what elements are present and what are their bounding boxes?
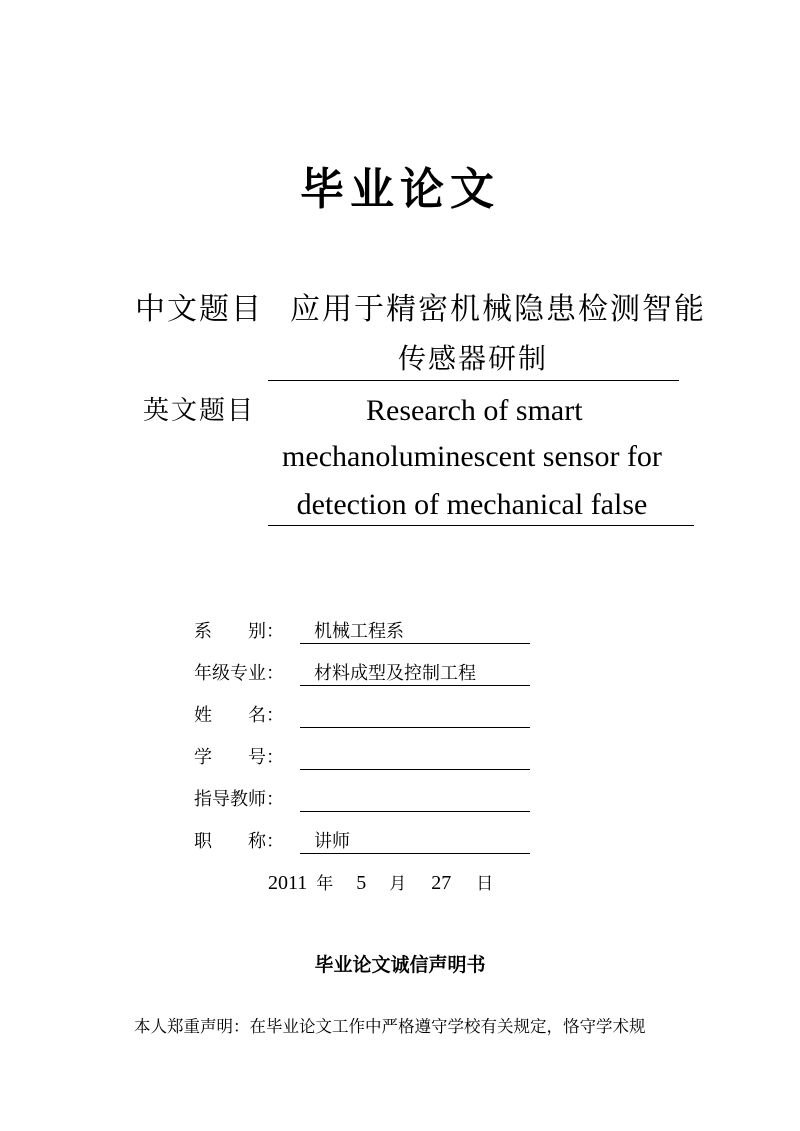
english-title-line-3: detection of mechanical false — [296, 488, 648, 521]
declaration-text: 本人郑重声明：在毕业论文工作中严格遵守学校有关规定，恪守学术规 — [134, 1017, 646, 1036]
chinese-title-line-1: 应用于精密机械隐患检测智能 — [290, 292, 706, 327]
date-month-unit: 月 — [389, 874, 407, 894]
chinese-title-label: 中文题目 — [135, 292, 263, 327]
info-label: 学 号： — [194, 747, 284, 768]
english-title-line-2: mechanoluminescent sensor for — [282, 440, 662, 473]
english-title-line-1: Research of smart — [366, 394, 583, 427]
info-row-advisor — [194, 785, 300, 815]
info-label: 指导教师： — [194, 789, 284, 810]
date-year-unit: 年 — [316, 874, 334, 894]
chinese-title-underline — [268, 380, 679, 381]
declaration-title: 毕业论文诚信声明书 — [314, 954, 486, 976]
chinese-title-line-2: 传感器研制 — [397, 342, 548, 375]
info-value: 机械工程系 — [300, 620, 530, 644]
english-title-underline — [268, 525, 694, 526]
english-title-label: 英文题目 — [143, 396, 256, 426]
info-label: 系 别： — [194, 621, 284, 642]
page-title: 毕业论文 — [300, 164, 500, 215]
info-row-name — [194, 701, 300, 731]
info-label: 职 称： — [194, 831, 284, 852]
date-month: 5 — [356, 872, 367, 894]
info-value — [300, 788, 530, 812]
info-label: 年级专业： — [194, 663, 284, 684]
date — [268, 868, 493, 899]
info-row-department — [194, 617, 404, 647]
info-value — [300, 746, 530, 770]
date-day: 27 — [431, 872, 452, 894]
info-row-major — [194, 659, 476, 689]
date-year: 2011 — [268, 872, 308, 894]
info-value: 讲师 — [300, 830, 530, 854]
info-label: 姓 名： — [194, 705, 284, 726]
date-day-unit: 日 — [476, 874, 494, 894]
info-row-title — [194, 827, 350, 857]
info-value — [300, 704, 530, 728]
info-value: 材料成型及控制工程 — [300, 662, 530, 686]
info-row-student-id — [194, 743, 300, 773]
